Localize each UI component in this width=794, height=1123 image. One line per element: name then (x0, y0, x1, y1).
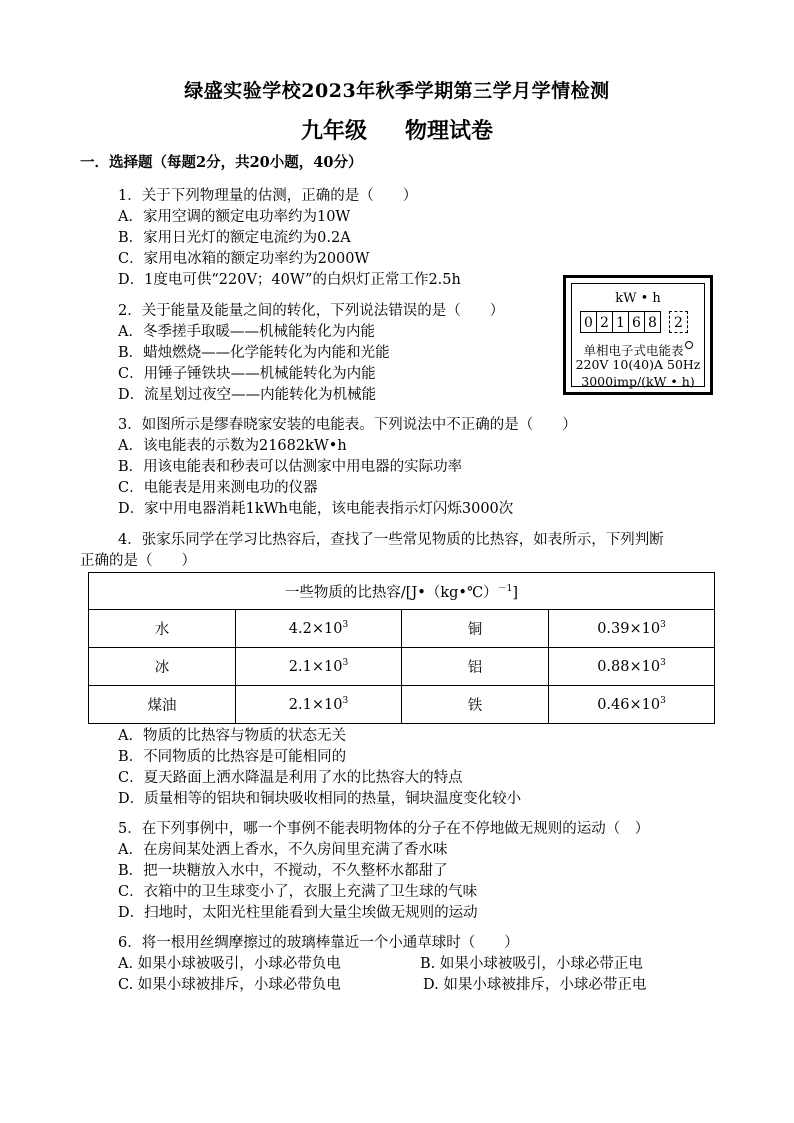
meter-digit: 8 (644, 311, 661, 333)
table-cell: 冰 (89, 648, 236, 686)
table-cell: 铝 (402, 648, 549, 686)
meter-unit-label: kW • h (615, 291, 661, 306)
table-caption-row (89, 573, 715, 610)
subject-label: 物理试卷 (405, 118, 494, 144)
table-cell: 水 (89, 610, 236, 648)
question-6-stem: 6．将一根用丝绸摩擦过的玻璃棒靠近一个小通草球时（ ） (118, 935, 519, 951)
meter-constant: 3000imp/(kW • h) (581, 374, 695, 389)
table-row (89, 648, 715, 686)
question-1-option-c: C．家用电冰箱的额定功率约为2000W (118, 251, 370, 267)
question-1-stem: 1．关于下列物理量的估测，正确的是（ ） (118, 188, 418, 204)
table-cell: 煤油 (89, 686, 236, 724)
table-cell: $0.46\times 10^3$ (549, 686, 715, 724)
question-3-option-a: A．该电能表的示数为21682kW•h (118, 438, 347, 454)
meter-inner-frame (571, 283, 705, 387)
question-5-option-a: A．在房间某处洒上香水，不久房间里充满了香水味 (118, 842, 448, 858)
question-3-option-b: B．用该电能表和秒表可以估测家中用电器的实际功率 (118, 459, 463, 475)
table-cell: $0.39\times 10^3$ (549, 610, 715, 648)
school-exam-title: 绿盛实验学校2023年秋季学期第三学月学情检测 (184, 80, 610, 102)
table-cell: 铜 (402, 610, 549, 648)
question-6-option-b: B. 如果小球被吸引，小球必带正电 (420, 956, 643, 972)
table-cell: $0.88\times 10^3$ (549, 648, 715, 686)
meter-rating: 220V 10(40)A 50Hz (575, 357, 701, 372)
meter-name: 单相电子式电能表 (583, 343, 684, 358)
table-cell: 铁 (402, 686, 549, 724)
question-6-option-c: C. 如果小球被排斥，小球必带负电 (118, 977, 341, 993)
table-cell: $2.1\times 10^3$ (236, 648, 402, 686)
question-6-option-d: D. 如果小球被排斥，小球必带正电 (423, 977, 647, 993)
indicator-light-icon (685, 341, 693, 349)
table-cell: $2.1\times 10^3$ (236, 686, 402, 724)
question-2-option-a: A．冬季搓手取暖——机械能转化为内能 (118, 324, 375, 340)
question-4-option-d: D．质量相等的铝块和铜块吸收相同的热量，铜块温度变化较小 (118, 791, 522, 807)
question-5-stem: 5．在下列事例中，哪一个事例不能表明物体的分子在不停地做无规则的运动（ ） (118, 821, 650, 837)
question-2-option-c: C．用锤子锤铁块——机械能转化为内能 (118, 366, 376, 382)
table-caption: 一些物质的比热容/[J•（kg•℃）$^{-1}$] (89, 573, 715, 610)
meter-digit: 0 (580, 311, 597, 333)
section-heading: 一．选择题（每题2分，共20小题，40分） (80, 154, 363, 171)
grade-subject-title (0, 114, 794, 145)
question-2-option-d: D．流星划过夜空——内能转化为机械能 (118, 387, 377, 403)
meter-digit: 6 (628, 311, 645, 333)
question-3-stem: 3．如图所示是缪春晓家安装的电能表。下列说法中不正确的是（ ） (118, 417, 577, 433)
question-6-option-a: A. 如果小球被吸引，小球必带负电 (118, 956, 341, 972)
meter-digit: 2 (596, 311, 613, 333)
energy-meter-figure (563, 275, 713, 395)
table-row (89, 686, 715, 724)
question-1-option-a: A．家用空调的额定电功率约为10W (118, 209, 351, 225)
question-4-stem-line1: 4．张家乐同学在学习比热容后，查找了一些常见物质的比热容，如表所示，下列判断 (118, 532, 664, 548)
question-5-option-d: D．扫地时，太阳光柱里能看到大量尘埃做无规则的运动 (118, 905, 478, 921)
question-1-option-d: D．1度电可供“220V；40W”的白炽灯正常工作2.5h (118, 272, 461, 288)
question-5-option-b: B．把一块糖放入水中，不搅动，不久整杯水都甜了 (118, 863, 448, 879)
grade-label: 九年级 (300, 118, 367, 144)
question-3-option-c: C．电能表是用来测电功的仪器 (118, 480, 318, 496)
meter-digits (580, 311, 687, 333)
question-1-option-b: B．家用日光灯的额定电流约为0.2A (118, 230, 351, 246)
specific-heat-table (88, 572, 715, 724)
question-2-option-b: B．蜡烛燃烧——化学能转化为内能和光能 (118, 345, 390, 361)
question-3-option-d: D．家中用电器消耗1kWh电能，该电能表指示灯闪烁3000次 (118, 501, 514, 517)
table-row (89, 610, 715, 648)
question-2-stem: 2．关于能量及能量之间的转化，下列说法错误的是（ ） (118, 303, 505, 319)
question-4-option-b: B．不同物质的比热容是可能相同的 (118, 749, 347, 765)
question-4-stem-line2: 正确的是（ ） (80, 553, 196, 569)
question-4-option-a: A．物质的比热容与物质的状态无关 (118, 728, 346, 744)
meter-decimal-digit: 2 (669, 311, 688, 333)
question-5-option-c: C．衣箱中的卫生球变小了，衣服上充满了卫生球的气味 (118, 884, 478, 900)
question-4-option-c: C．夏天路面上洒水降温是利用了水的比热容大的特点 (118, 770, 463, 786)
meter-digit: 1 (612, 311, 629, 333)
table-cell: $4.2\times 10^3$ (236, 610, 402, 648)
